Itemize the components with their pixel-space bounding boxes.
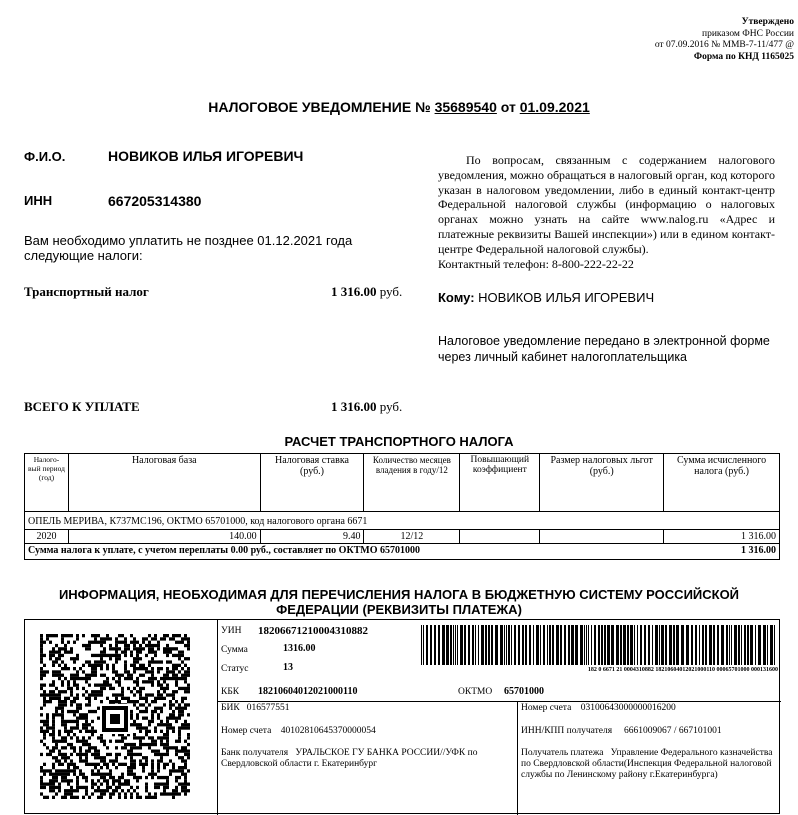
kbk-value: 18210604012021000110 [258,686,358,697]
column-divider [517,701,518,815]
recipient-block [438,290,654,305]
payment-title [0,587,798,617]
uin-value: 18206671210004310882 [258,625,368,637]
cell-rate: 9.40 [260,530,364,544]
bik-label: БИК [221,703,240,713]
barcode-icon [421,625,778,665]
payment-details-frame [24,619,780,814]
contact-phone: Контактный телефон: 8-800-222-22-22 [438,256,634,271]
col-header-period: Налого-вый период (год) [25,454,69,512]
account-line [221,726,376,736]
qr-code-area [25,620,218,815]
status-label: Статус [221,664,249,674]
account-value: 40102810645370000054 [280,726,376,736]
col-header-months: Количество месяцев владения в году/12 [364,454,460,512]
bik-line [221,703,290,713]
approval-block [655,17,794,63]
acct2-label: Номер счета [521,703,572,713]
recipient-line-2: по Свердловской области(Инспекция Федеральной налоговой [521,759,772,769]
cell-year: 2020 [25,530,69,544]
section-divider [218,701,781,702]
recipient-details [521,748,779,781]
calc-header-row [25,454,780,512]
recipient-label: Получатель платежа [521,748,604,758]
notice-number: 35689540 [434,99,497,115]
qr-code-icon [40,634,190,799]
pay-due-line-1: Вам необходимо уплатить не позднее 01.12.2021 года [24,233,353,248]
summary-value: 1 316.00 [664,544,780,560]
status-value: 13 [283,662,293,673]
approval-line-3: от 07.09.2016 № ММВ-7-11/477 @ [654,40,794,50]
col-header-benefit: Размер налоговых льгот (руб.) [540,454,664,512]
cell-sum: 1 316.00 [664,530,780,544]
notice-from-word: от [500,99,516,115]
col-header-rate: Налоговая ставка (руб.) [260,454,364,512]
table-row [25,530,780,544]
total-amount-block [331,399,402,415]
kbk-label: КБК [221,687,240,697]
oktmo-value: 65701000 [504,686,544,697]
bik-value: 016577551 [246,703,290,713]
delivery-line-1: Налоговое уведомление передано в электронной форме [438,334,770,348]
bank-block [221,748,511,770]
vehicle-row [25,512,780,530]
cell-months: 12/12 [364,530,460,544]
pay-due-line-2: следующие налоги: [24,248,143,263]
transport-tax-amount-block [331,284,402,300]
inn-kpp-value: 6661009067 / 667101001 [623,726,722,736]
sum-label: Сумма [221,645,248,655]
inn-kpp-label: ИНН/КПП получателя [521,726,613,736]
to-label: Кому: [438,290,475,305]
sum-value: 1316.00 [283,643,316,654]
acct2-line [521,703,676,713]
delivery-note [438,334,770,365]
transport-tax-amount: 1 316.00 [331,284,377,299]
pay-due-text [24,233,352,263]
currency: руб. [379,399,403,414]
approval-line-1: Утверждено [741,17,794,27]
oktmo-label: ОКТМО [458,687,493,697]
vehicle-description: ОПЕЛЬ МЕРИВА, К737МС196, ОКТМО 65701000, код налогового органа 6671 [25,512,780,530]
total-amount: 1 316.00 [331,399,377,414]
notice-date: 01.09.2021 [519,99,590,115]
contact-info-paragraph: По вопросам, связанным с содержанием налогового уведомления, можно обращаться в налоговый орган, код которого указан в налоговом уведомлении, либо в единый контакт-центр Федеральной налоговой службы (информацию о налоговых органах можно узнать на сайте www.nalog.ru «Адрес и платежные реквизиты Вашей инспекции») или в едином контакт-центре Федеральной налоговой службы). [438,153,775,256]
calc-table [24,453,780,560]
recipient-line-1: Управление Федерального казначейства [610,748,773,758]
currency: руб. [379,284,403,299]
summary-row [25,544,780,560]
fio-value: НОВИКОВ ИЛЬЯ ИГОРЕВИЧ [108,148,304,164]
approval-line-2: приказом ФНС России [702,28,794,39]
cell-base: 140.00 [68,530,260,544]
notice-title-prefix: НАЛОГОВОЕ УВЕДОМЛЕНИЕ № [208,99,431,115]
transport-tax-label: Транспортный налог [24,284,149,299]
contact-info [438,153,775,271]
bank-label: Банк получателя [221,748,289,758]
fio-label: Ф.И.О. [24,149,66,164]
delivery-line-2: через личный кабинет налогоплательщика [438,349,688,364]
col-header-coef: Повышающий коэффициент [460,454,540,512]
col-header-base: Налоговая база [68,454,260,512]
cell-benefit [540,530,664,544]
form-code: Форма по КНД 1165025 [693,51,794,62]
calc-title: РАСЧЕТ ТРАНСПОРТНОГО НАЛОГА [284,434,514,449]
col-header-sum: Сумма исчисленного налога (руб.) [664,454,780,512]
summary-label: Сумма налога к уплате, с учетом переплаты 0.00 руб., составляет по ОКТМО 65701000 [25,544,664,560]
recipient-line-3: службы по Ленинскому району г.Екатеринбурга) [521,770,718,780]
cell-coef [460,530,540,544]
account-label: Номер счета [221,726,272,736]
payment-title-line-1: ИНФОРМАЦИЯ, НЕОБХОДИМАЯ ДЛЯ ПЕРЕЧИСЛЕНИЯ НАЛОГА В БЮДЖЕТНУЮ СИСТЕМУ РОССИЙСКОЙ [58,587,740,602]
inn-kpp-line [521,726,722,736]
barcode-caption: 182 0 6671 21 0004310882 18210604012021000110 00065701000 000131600 [587,667,778,673]
bank-line-2: Свердловской области г. Екатеринбург [221,759,378,769]
notice-title [0,99,798,115]
inn-value: 667205314380 [108,193,202,209]
inn-label: ИНН [24,193,53,208]
acct2-value: 03100643000000016200 [580,703,676,713]
bank-line-1: УРАЛЬСКОЕ ГУ БАНКА РОССИИ//УФК по [295,748,478,758]
to-name: НОВИКОВ ИЛЬЯ ИГОРЕВИЧ [478,290,655,305]
payment-title-line-2: ФЕДЕРАЦИИ (РЕКВИЗИТЫ ПЛАТЕЖА) [276,602,522,617]
uin-label: УИН [221,626,242,636]
total-label: ВСЕГО К УПЛАТЕ [24,399,140,414]
